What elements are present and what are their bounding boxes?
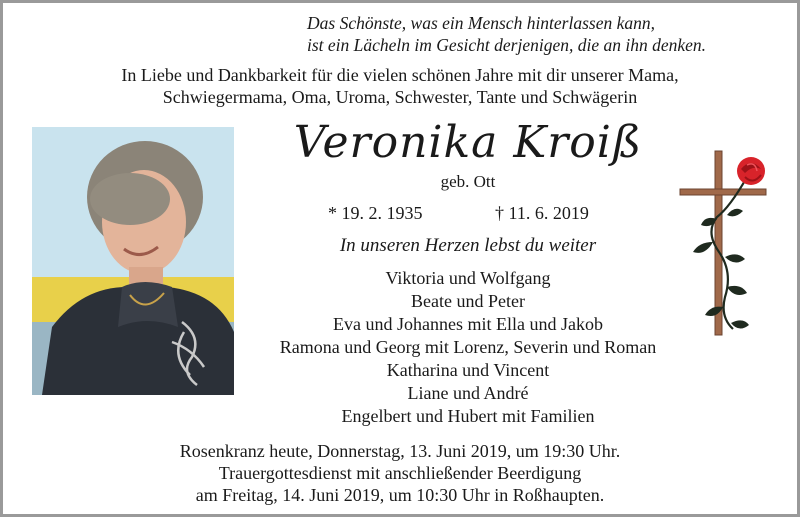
birth-name: geb. Ott — [440, 172, 496, 191]
dedication-line-2: Schwiegermama, Oma, Uroma, Schwester, Tante und Schwägerin — [162, 87, 638, 107]
mourner-line: Ramona und Georg mit Lorenz, Severin und Roman — [279, 337, 657, 357]
mourner-line: Liane und André — [407, 383, 529, 403]
dedication — [3, 64, 797, 108]
birth-date: * 19. 2. 1935 — [328, 203, 423, 223]
service-line-1: Rosenkranz heute, Donnerstag, 13. Juni 2019, um 19:30 Uhr. — [179, 441, 621, 461]
portrait-illustration — [32, 127, 234, 395]
mourner-line: Beate und Peter — [411, 291, 525, 311]
service-announcement — [3, 440, 797, 506]
dedication-line-1: In Liebe und Dankbarkeit für die vielen schönen Jahre mit dir unserer Mama, — [121, 65, 679, 85]
quote-line-2: ist ein Lächeln im Gesicht derjenigen, die an ihn denken. — [307, 35, 707, 55]
motto: In unseren Herzen lebst du weiter — [339, 235, 597, 256]
life-dates — [233, 203, 703, 225]
death-date: † 11. 6. 2019 — [495, 203, 589, 223]
service-line-2: Trauergottesdienst mit anschließender Beerdigung — [218, 463, 582, 483]
portrait-photo — [32, 127, 234, 395]
quote-line-1: Das Schönste, was ein Mensch hinterlassen kann, — [307, 13, 656, 33]
memorial-quote — [307, 12, 777, 56]
mourner-line: Katharina und Vincent — [386, 360, 550, 380]
mourners-list — [233, 267, 703, 428]
service-line-3: am Freitag, 14. Juni 2019, um 10:30 Uhr in Roßhaupten. — [195, 485, 605, 505]
mourner-line: Viktoria und Wolfgang — [385, 268, 551, 288]
deceased-name: Veronika Kroiß — [293, 117, 643, 168]
mourner-line: Engelbert und Hubert mit Familien — [341, 406, 595, 426]
cross-with-rose-icon — [675, 147, 775, 341]
mourner-line: Eva und Johannes mit Ella und Jakob — [333, 314, 603, 334]
